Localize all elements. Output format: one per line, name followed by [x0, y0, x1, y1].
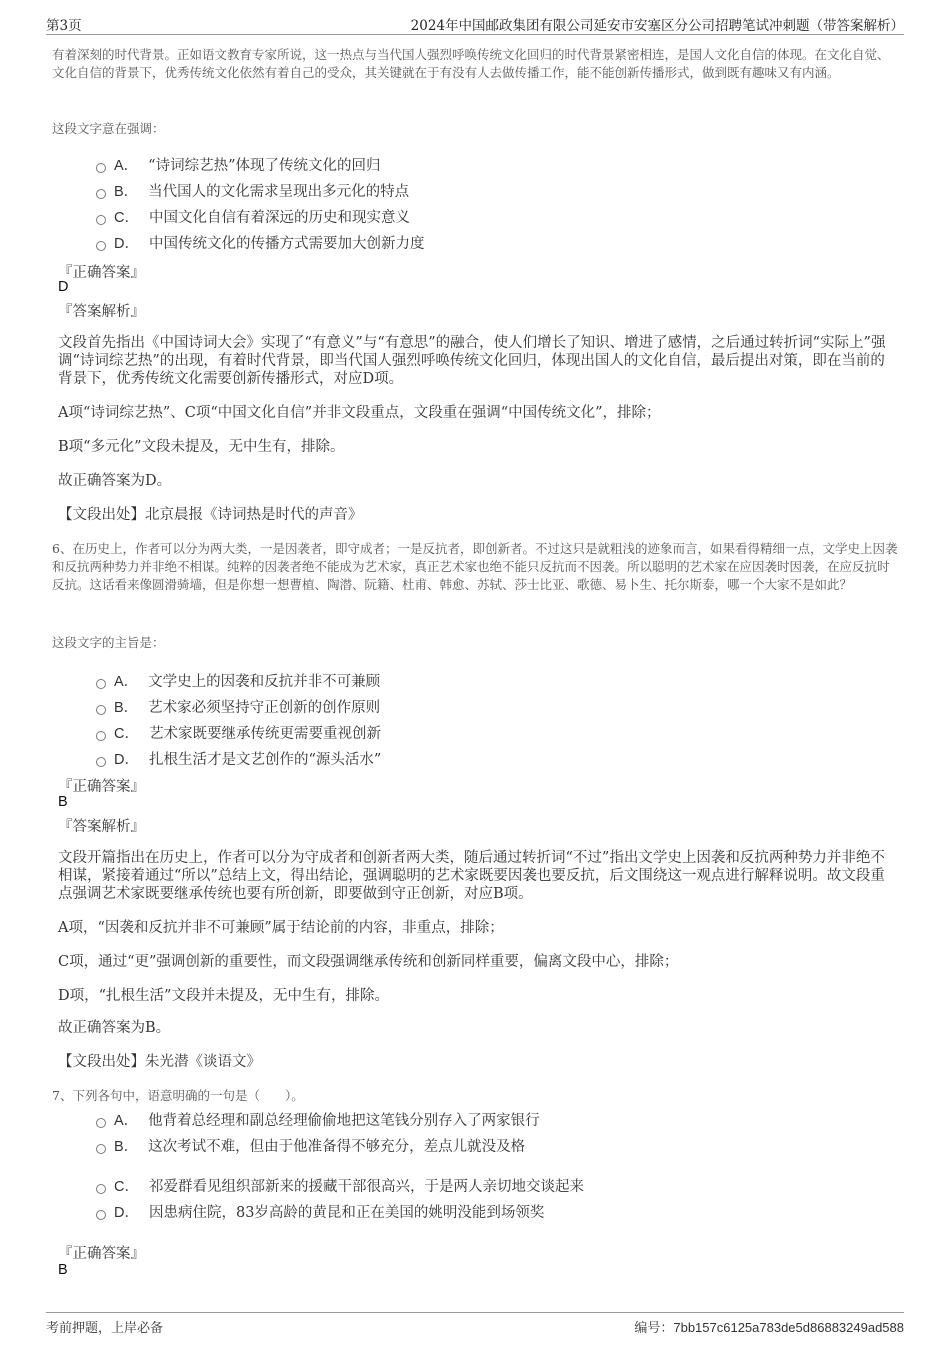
radio-icon[interactable] — [96, 757, 106, 767]
radio-icon[interactable] — [96, 1144, 106, 1154]
q6-analysis-para: 故正确答案为B。 — [58, 1020, 171, 1036]
q5-source: 【文段出处】北京晨报《诗词热是时代的声音》 — [58, 507, 363, 523]
code-value: 7bb157c6125a783de5d86883249ad588 — [673, 1320, 904, 1335]
radio-icon[interactable] — [96, 215, 106, 225]
page-header — [46, 14, 904, 35]
q7-stem: 7、下列各句中，语意明确的一句是（ ）。 — [52, 1088, 304, 1103]
q5-analysis-label: 『答案解析』 — [58, 304, 145, 320]
q6-analysis-para: 文段开篇指出在历史上，作者可以分为守成者和创新者两大类，随后通过转折词“不过”指出文学史上因袭和反抗两种势力并非绝不相谋，紧接着通过“所以”总结上文，得出结论，强调聪明的艺术家既要因袭也要反抗，后文围绕这一观点进行解释说明。故文段重点强调艺术家既要继承传统也要有所创新，即要做到守正创新，对应B项。 — [58, 850, 885, 902]
document-code — [634, 1317, 904, 1336]
q5-passage: 有着深刻的时代背景。正如语文教育专家所说，这一热点与当代国人强烈呼唤传统文化回归的时代背景紧密相连，是国人文化自信的体现。在文化自觉、文化自信的背景下，优秀传统文化依然有着自己的受众，其关键就在于有没有人去做传播工作，能不能创新传播形式，做到既有趣味又有内涵。 — [52, 47, 890, 80]
q6-option-b[interactable]: B． 艺术家必须坚持守正创新的创作原则 — [96, 696, 380, 720]
radio-icon[interactable] — [96, 189, 106, 199]
radio-icon[interactable] — [96, 241, 106, 251]
q6-option-c[interactable]: C． 艺术家既要继承传统更需要重视创新 — [96, 722, 381, 746]
radio-icon[interactable] — [96, 1210, 106, 1220]
q6-analysis-para: D项，“扎根生活”文段并未提及，无中生有，排除。 — [58, 988, 389, 1004]
q7-option-d[interactable]: D． 因患病住院，83岁高龄的黄昆和正在美国的姚明没能到场领奖 — [96, 1201, 544, 1225]
q5-answer-label: 『正确答案』 — [58, 265, 145, 281]
q7-answer-label: 『正确答案』 — [58, 1246, 145, 1262]
q6-option-d[interactable]: D． 扎根生活才是文艺创作的“源头活水” — [96, 748, 381, 772]
q5-analysis-para: A项“诗词综艺热”、C项“中国文化自信”并非文段重点，文段重在强调“中国传统文化”，排除； — [58, 405, 661, 421]
q6-source: 【文段出处】朱光潜《谈语文》 — [58, 1054, 261, 1070]
q5-option-d[interactable]: D． 中国传统文化的传播方式需要加大创新力度 — [96, 232, 424, 256]
radio-icon[interactable] — [96, 679, 106, 689]
q5-option-a[interactable]: A． “诗词综艺热”体现了传统文化的回归 — [96, 154, 381, 178]
radio-icon[interactable] — [96, 163, 106, 173]
q7-option-a[interactable]: A． 他背着总经理和副总经理偷偷地把这笔钱分别存入了两家银行 — [96, 1109, 540, 1133]
q6-answer: B — [58, 794, 68, 810]
q6-passage: 6、在历史上，作者可以分为两大类，一是因袭者，即守成者；一是反抗者，即创新者。不过这只是就粗浅的迹象而言，如果看得精细一点，文学史上因袭和反抗两种势力并非绝不相谋。纯粹的因袭者绝不能成为艺术家，真正艺术家也绝不能只反抗而不因袭。所以聪明的艺术家在应因袭时因袭，在应反抗时反抗。这话看来像圆滑骑墙，但是你想一想曹植、陶潜、阮籍、杜甫、韩愈、苏轼、莎士比亚、歌德、易卜生、托尔斯泰，哪一个大家不是如此？ — [52, 541, 898, 592]
footer-slogan: 考前押题，上岸必备 — [46, 1321, 164, 1336]
q6-analysis-label: 『答案解析』 — [58, 819, 145, 835]
q6-option-a[interactable]: A． 文学史上的因袭和反抗并非不可兼顾 — [96, 670, 380, 694]
q6-answer-label: 『正确答案』 — [58, 779, 145, 795]
page-footer — [46, 1312, 904, 1335]
q5-analysis-para: 故正确答案为D。 — [58, 473, 172, 489]
q5-stem: 这段文字意在强调： — [52, 121, 165, 136]
q7-option-b[interactable]: B． 这次考试不难，但由于他准备得不够充分，差点儿就没及格 — [96, 1135, 525, 1159]
radio-icon[interactable] — [96, 1184, 106, 1194]
page-number: 第3页 — [46, 18, 82, 34]
q7-answer: B — [58, 1262, 68, 1278]
q6-analysis-para: C项，通过“更”强调创新的重要性，而文段强调继承传统和创新同样重要，偏离文段中心，排除； — [58, 954, 679, 970]
q7-option-c[interactable]: C． 祁爱群看见组织部新来的援藏干部很高兴，于是两人亲切地交谈起来 — [96, 1175, 584, 1199]
radio-icon[interactable] — [96, 705, 106, 715]
q6-analysis-para: A项，“因袭和反抗并非不可兼顾”属于结论前的内容，非重点，排除； — [58, 920, 504, 936]
q5-option-b[interactable]: B． 当代国人的文化需求呈现出多元化的特点 — [96, 180, 409, 204]
radio-icon[interactable] — [96, 731, 106, 741]
q5-analysis-para: B项“多元化”文段未提及，无中生有，排除。 — [58, 439, 345, 455]
q5-analysis-para: 文段首先指出《中国诗词大会》实现了“有意义”与“有意思”的融合，使人们增长了知识、增进了感情，之后通过转折词“实际上”强调“诗词综艺热”的出现，有着时代背景，即当代国人强烈呼唤传统文化回归，体现出国人的文化自信，最后提出对策，即在当前的背景下，优秀传统文化需要创新传播形式，对应D项。 — [58, 335, 886, 387]
code-label: 编号： — [634, 1321, 674, 1336]
q5-answer: D — [58, 279, 69, 295]
q5-option-c[interactable]: C． 中国文化自信有着深远的历史和现实意义 — [96, 206, 410, 230]
q6-stem: 这段文字的主旨是： — [52, 635, 165, 650]
radio-icon[interactable] — [96, 1118, 106, 1128]
document-title: 2024年中国邮政集团有限公司延安市安塞区分公司招聘笔试冲刺题（带答案解析） — [410, 18, 904, 34]
